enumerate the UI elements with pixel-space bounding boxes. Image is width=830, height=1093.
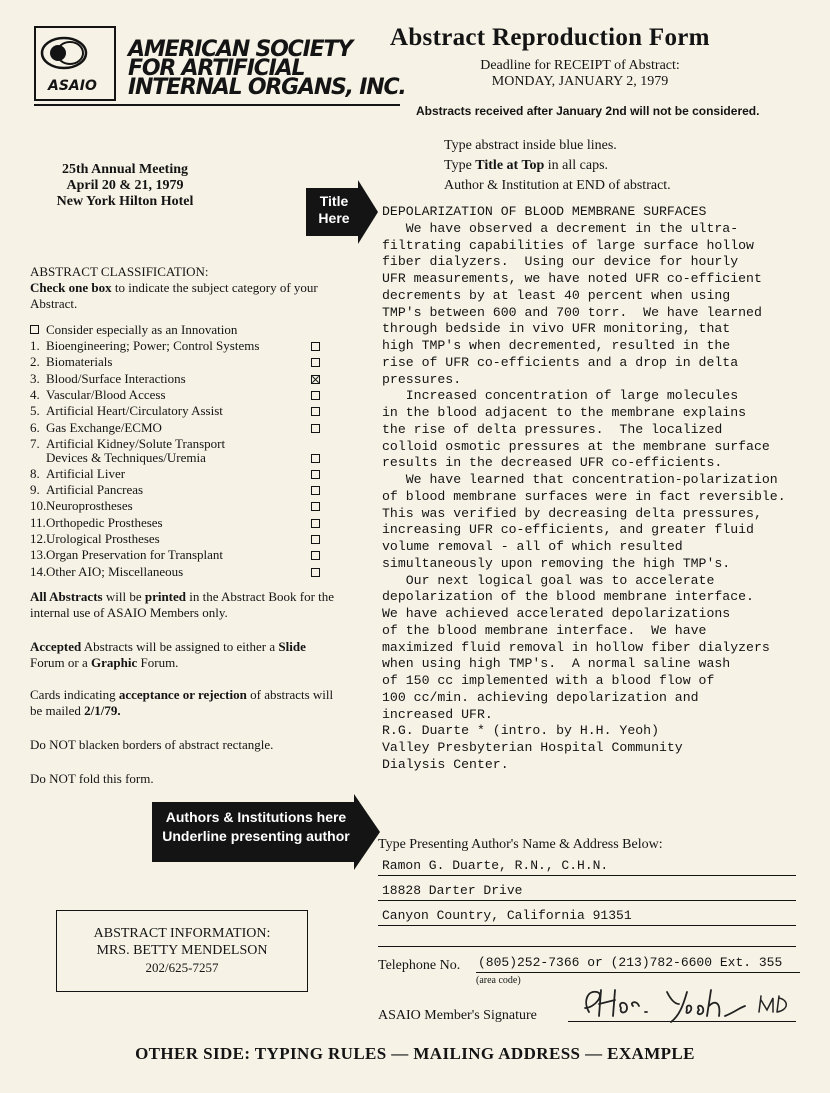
abstract-line: in the blood adjacent to the membrane explains <box>382 405 747 420</box>
category-label: Urological Prostheses <box>46 531 160 546</box>
deadline-date: MONDAY, JANUARY 2, 1979 <box>491 74 669 89</box>
society-name-line: FOR ARTIFICIAL <box>128 56 305 81</box>
innovation-option[interactable] <box>30 322 330 338</box>
category-checkbox[interactable] <box>311 407 320 416</box>
note-fold: Do NOT fold this form. <box>30 771 154 786</box>
instruction-text: to indicate the subject category of your Abstract. <box>30 280 318 311</box>
field-underline <box>378 946 796 947</box>
society-name-line: AMERICAN SOCIETY <box>128 37 352 62</box>
abstract-line: We have achieved accelerated depolarizations <box>382 606 731 621</box>
typing-instructions <box>444 136 671 196</box>
category-option[interactable] <box>30 532 330 546</box>
abstract-line: through bedside in vivo UFR monitoring, that <box>382 321 731 337</box>
header-divider <box>34 104 400 106</box>
category-label: Artificial Heart/Circulatory Assist <box>46 403 223 419</box>
category-checkbox[interactable] <box>311 551 320 560</box>
category-option[interactable] <box>30 421 330 435</box>
field-underline <box>476 972 800 973</box>
abstract-line: This was verified by decreasing delta pressures, <box>382 505 762 521</box>
author-heading: Type Presenting Author's Name & Address Below: <box>378 837 663 852</box>
abstract-line: increasing UFR co-efficients, and greater fluid <box>382 522 754 538</box>
instruction-text: in all caps. <box>544 158 609 173</box>
note-text: of abstracts will be mailed <box>30 687 334 718</box>
abstract-line: We have observed a decrement in the ultra- <box>382 220 739 236</box>
note-text: in the Abstract Book for the internal use of ASAIO Members only. <box>30 589 335 620</box>
category-checkbox-checked[interactable] <box>311 375 320 384</box>
author-city-field[interactable]: Canyon Country, California 91351 <box>382 908 632 923</box>
signature-image <box>575 982 795 1024</box>
abstract-line: increased UFR. <box>382 706 493 722</box>
category-number: 11. <box>30 514 46 530</box>
title-here-arrow <box>306 180 378 244</box>
logo-initials: ASAIO <box>48 78 97 94</box>
category-checkbox[interactable] <box>311 454 320 463</box>
category-checkbox[interactable] <box>311 486 320 495</box>
society-name-line: INTERNAL ORGANS, INC. <box>128 75 406 100</box>
instruction-line <box>444 156 671 176</box>
arrow-label: Here <box>318 210 350 226</box>
abstract-line: pressures. <box>382 371 462 387</box>
abstract-line: TMP's between 600 and 700 torr. We have learned <box>382 304 762 320</box>
note-text: will be <box>102 589 145 604</box>
category-label: Organ Preservation for Transplant <box>46 547 224 563</box>
category-number: 1. <box>30 338 40 353</box>
late-notice: Abstracts received after January 2nd will not be considered. <box>416 104 760 118</box>
innovation-checkbox[interactable] <box>30 325 39 334</box>
category-checkbox[interactable] <box>311 502 320 511</box>
category-number: 5. <box>30 403 40 419</box>
note-printed <box>30 589 335 621</box>
category-label: Gas Exchange/ECMO <box>46 419 162 435</box>
arrow-label: Underline presenting author <box>162 828 350 844</box>
abstract-info-box <box>56 910 308 992</box>
area-code-label: (area code) <box>476 975 521 986</box>
arrow-label: Authors & Institutions here <box>165 809 347 825</box>
abstract-line: depolarization of the blood membrane interface. <box>382 589 754 605</box>
abstract-line: rise of UFR co-efficients and a drop in delta <box>382 354 739 370</box>
abstract-line: 100 cc/min. achieving depolarization and <box>382 689 699 705</box>
field-underline <box>378 925 796 926</box>
category-option[interactable] <box>30 372 330 386</box>
note-text: Cards indicating <box>30 687 119 702</box>
note-blacken: Do NOT blacken borders of abstract rectangle. <box>30 737 274 752</box>
meeting-line: New York Hilton Hotel <box>56 194 194 209</box>
abstract-line: UFR measurements, we have noted UFR co-efficient <box>382 271 762 286</box>
note-text: Abstracts will be assigned to either a <box>81 639 279 654</box>
category-number: 3. <box>30 370 40 386</box>
innovation-label: Consider especially as an Innovation <box>46 322 238 337</box>
abstract-line: R.G. Duarte * (intro. by H.H. Yeoh) <box>382 723 659 739</box>
note-bold: Accepted <box>30 639 82 654</box>
category-checkbox[interactable] <box>311 391 320 400</box>
telephone-label: Telephone No. <box>378 958 461 973</box>
author-street-field[interactable]: 18828 Darter Drive <box>382 883 523 898</box>
category-label: Blood/Surface Interactions <box>46 370 186 386</box>
category-number: 13. <box>30 547 47 563</box>
category-number: 2. <box>30 354 40 370</box>
form-title: Abstract Reproduction Form <box>390 24 710 51</box>
category-number: 8. <box>30 465 40 481</box>
instruction-text: Type <box>444 158 476 173</box>
category-label: Other AIO; Miscellaneous <box>46 563 184 579</box>
note-bold: acceptance or rejection <box>118 687 247 702</box>
abstract-line: the rise of delta pressures. The localized <box>382 421 723 437</box>
category-label: Bioengineering; Power; Control Systems <box>46 338 260 353</box>
abstract-line: of blood membrane surfaces were in fact reversible. <box>382 488 786 504</box>
category-number: 12. <box>30 531 47 546</box>
note-text: Forum. <box>137 655 179 670</box>
abstract-line: when using high TMP's. A normal saline wash <box>382 656 731 672</box>
society-name <box>128 37 406 100</box>
abstract-line: We have learned that concentration-polarization <box>382 472 778 487</box>
deadline-label: Deadline for RECEIPT of Abstract: <box>480 58 680 73</box>
note-text: Forum or a <box>30 655 92 670</box>
footer-text: OTHER SIDE: TYPING RULES — MAILING ADDRESS — EXAMPLE <box>135 1044 695 1063</box>
category-option[interactable] <box>30 467 330 481</box>
classification-section <box>30 264 330 312</box>
instruction-line: Type abstract inside blue lines. <box>444 138 617 153</box>
meeting-info <box>30 162 220 210</box>
category-option[interactable] <box>30 516 330 530</box>
category-number: 14. <box>30 563 47 579</box>
category-option[interactable] <box>30 388 330 402</box>
abstract-line: filtrating capabilities of large surface hollow <box>382 237 754 253</box>
category-option[interactable] <box>30 548 330 562</box>
abstract-line: Valley Presbyterian Hospital Community <box>382 740 683 755</box>
category-label: Orthopedic Prostheses <box>46 514 163 530</box>
info-phone: 202/625-7257 <box>145 960 219 975</box>
instruction-bold: Title at Top <box>475 158 545 173</box>
arrow-label: Title <box>319 193 349 209</box>
category-option[interactable] <box>30 339 330 353</box>
category-option[interactable] <box>30 565 330 579</box>
abstract-line: maximized fluid removal in hollow fiber dialyzers <box>382 639 770 655</box>
abstract-line: of the blood membrane interface. We have <box>382 622 707 638</box>
instruction-line: Author & Institution at END of abstract. <box>444 178 671 193</box>
abstract-line: simultaneously upon removing the high TMP's. <box>382 555 731 571</box>
meeting-line: April 20 & 21, 1979 <box>66 178 184 193</box>
note-bold: printed <box>144 589 187 604</box>
abstract-body[interactable] <box>382 204 822 774</box>
author-name-field[interactable]: Ramon G. Duarte, R.N., C.H.N. <box>382 858 609 873</box>
abstract-line: Dialysis Center. <box>382 756 509 772</box>
category-checkbox[interactable] <box>311 424 320 433</box>
category-option[interactable] <box>30 355 330 369</box>
classification-instruction <box>30 280 330 312</box>
asaio-logo <box>34 26 116 101</box>
note-bold: All Abstracts <box>30 589 103 604</box>
deadline-block <box>420 58 740 90</box>
category-label: Artificial Pancreas <box>46 482 144 498</box>
abstract-line: high TMP's when decremented, resulted in the <box>382 338 731 353</box>
member-signature[interactable] <box>575 982 795 1029</box>
instruction-bold: Check one box <box>30 280 112 295</box>
abstract-line: fiber dialyzers. Using our device for hourly <box>382 254 739 270</box>
abstract-line: decrements by at least 40 percent when using <box>382 287 731 303</box>
abstract-title: DEPOLARIZATION OF BLOOD MEMBRANE SURFACES <box>382 204 707 219</box>
category-checkbox[interactable] <box>311 535 320 544</box>
signature-label: ASAIO Member's Signature <box>378 1008 537 1023</box>
category-number: 7. <box>30 435 40 451</box>
abstract-line: Our next logical goal was to accelerate <box>382 572 715 588</box>
category-option[interactable] <box>30 499 330 513</box>
abstract-line: colloid osmotic pressures at the membrane surface <box>382 438 770 454</box>
category-label: Devices & Techniques/Uremia <box>46 449 206 465</box>
category-number: 4. <box>30 386 40 402</box>
note-cards <box>30 687 335 719</box>
category-label: Artificial Kidney/Solute Transport <box>46 435 226 451</box>
category-checkbox[interactable] <box>311 519 320 528</box>
authors-arrow <box>152 794 380 870</box>
category-option[interactable] <box>30 437 330 465</box>
info-title: ABSTRACT INFORMATION: <box>93 926 271 941</box>
category-checkbox[interactable] <box>311 568 320 577</box>
abstract-line: volume removal - all of which resulted <box>382 539 683 554</box>
note-bold: Graphic <box>91 655 138 670</box>
category-number: 10. <box>30 498 47 514</box>
abstract-line: Increased concentration of large molecules <box>382 388 739 404</box>
abstract-line: of 150 cc implemented with a blood flow of <box>382 673 715 688</box>
abstract-line: results in the decreased UFR co-efficients. <box>382 455 723 471</box>
meeting-line: 25th Annual Meeting <box>61 162 188 177</box>
note-accepted <box>30 639 335 671</box>
category-option[interactable] <box>30 483 330 497</box>
category-option[interactable] <box>30 404 330 418</box>
classification-heading: ABSTRACT CLASSIFICATION: <box>30 264 209 279</box>
field-underline <box>378 875 796 876</box>
field-underline <box>378 900 796 901</box>
category-checkbox[interactable] <box>311 470 320 479</box>
category-label: Artificial Liver <box>46 465 126 481</box>
info-contact-name: MRS. BETTY MENDELSON <box>96 943 268 958</box>
note-bold: 2/1/79. <box>84 703 121 718</box>
category-label: Vascular/Blood Access <box>46 386 166 402</box>
category-checkbox[interactable] <box>311 342 320 351</box>
category-label: Biomaterials <box>46 354 113 370</box>
category-number: 9. <box>30 482 40 498</box>
category-checkbox[interactable] <box>311 358 320 367</box>
category-list <box>30 339 330 579</box>
telephone-field[interactable]: (805)252-7366 or (213)782-6600 Ext. 355 <box>478 955 783 970</box>
category-number: 6. <box>30 419 40 435</box>
category-label: Neuroprostheses <box>46 498 133 514</box>
note-bold: Slide <box>278 639 306 654</box>
